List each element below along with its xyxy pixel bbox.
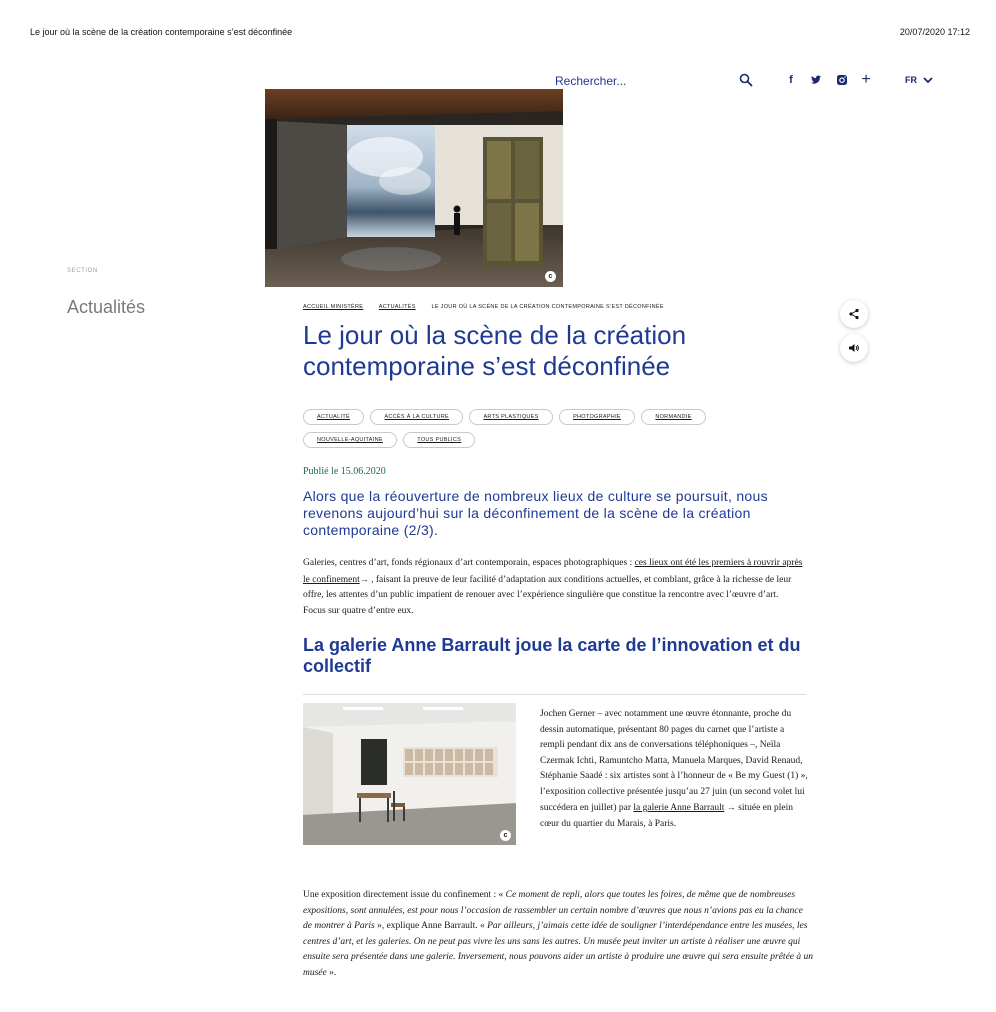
divider — [303, 694, 806, 695]
tag-actualite[interactable]: ACTUALITÉ — [303, 409, 364, 425]
gallery-text-end: située en plein cœur du quartier du Marais, à Paris. — [540, 803, 794, 829]
quote-attribution: », explique Anne Barrault. « — [374, 921, 488, 931]
language-selector[interactable]: FR — [905, 75, 917, 85]
share-button[interactable] — [840, 300, 868, 328]
quote-text-1: Ce moment de repli, alors que toutes les foires, de même que de nombreuses expositions, sont annulées, est pour nous l’occasion de rassembler un certain nombre d’œuvres que nous n’avions pas eu la chance de montrer à Paris — [303, 890, 803, 931]
print-page-title: Le jour où la scène de la création contemporaine s’est déconfinée — [30, 27, 293, 37]
gallery-anne-barrault-link[interactable]: la galerie Anne Barrault — [633, 803, 725, 813]
speaker-icon — [848, 342, 860, 354]
breadcrumb-current: LE JOUR OÙ LA SCÈNE DE LA CRÉATION CONTEMPORAINE S’EST DÉCONFINÉE — [431, 304, 664, 310]
tag-photographie[interactable]: PHOTOGRAPHIE — [559, 409, 635, 425]
intro-text-end: , faisant la preuve de leur facilité d’adaptation aux conditions actuelles, et comblant, grâce à la richesse de leur offre, les attentes d’un public impatient de renouer avec l’expérience singulière que constitue la rencontre avec l’œuvre d’art. Focus sur quatre d’entre eux. — [303, 574, 792, 616]
intro-paragraph — [303, 556, 803, 619]
hero-image — [265, 89, 563, 287]
copyright-badge[interactable]: c — [545, 271, 556, 282]
quote-text-2: Par ailleurs, j’aimais cette idée de souligner l’interdépendance entre les musées, les centres d’art, et les galeries. On ne peut pas vivre les uns sans les autres. Un musée peut inviter un artiste à réaliser une œuvre qui ensuite sera présentée dans une galerie. Inversement, nous pouvons aider un artiste à produire une œuvre qui sera ensuite prêtée à un musée — [303, 921, 814, 978]
tag-list — [303, 405, 803, 451]
top-bar — [0, 73, 996, 89]
quote-intro: Une exposition directement issue du confinement : « — [303, 890, 506, 900]
print-datetime: 20/07/2020 17:12 — [899, 27, 970, 37]
tag-normandie[interactable]: NORMANDIE — [641, 409, 705, 425]
gallery-image-illustration — [303, 703, 516, 845]
breadcrumb-item-home[interactable]: ACCUEIL MINISTÈRE — [303, 304, 364, 310]
tag-arts-plastiques[interactable]: ARTS PLASTIQUES — [469, 409, 552, 425]
section-heading: La galerie Anne Barrault joue la carte de l’innovation et du collectif — [303, 635, 801, 676]
article-title: Le jour où la scène de la création contemporaine s’est déconfinée — [303, 320, 687, 381]
search-icon[interactable] — [739, 73, 753, 87]
plus-icon[interactable]: + — [861, 71, 871, 88]
arrow-right-icon: → — [726, 802, 736, 812]
tag-nouvelle-aquitaine[interactable]: NOUVELLE-AQUITAINE — [303, 432, 397, 448]
print-header — [30, 27, 970, 37]
gallery-paragraph — [540, 707, 808, 832]
twitter-icon[interactable] — [810, 74, 822, 86]
copyright-badge[interactable]: c — [500, 830, 511, 841]
search-input[interactable]: Rechercher... — [555, 74, 627, 88]
article-lead: Alors que la réouverture de nombreux lieux de culture se poursuit, nous revenons aujourd’hui sur la déconfinement de la scène de la création contemporaine (2/3). — [303, 488, 768, 538]
facebook-icon[interactable]: f — [789, 74, 793, 86]
arrow-right-icon: → — [359, 573, 369, 584]
intro-link[interactable]: ces lieux ont été les premiers à rouvrir après le confinement — [303, 558, 803, 585]
intro-text-start: Galeries, centres d’art, fonds régionaux d’art contemporain, espaces photographiques : — [303, 558, 635, 568]
breadcrumb-item-actualites[interactable]: ACTUALITÉS — [378, 304, 416, 310]
quote-paragraph — [303, 888, 813, 981]
tag-acces-culture[interactable]: ACCÈS À LA CULTURE — [370, 409, 463, 425]
breadcrumb — [303, 304, 664, 310]
hero-image-illustration — [265, 89, 563, 287]
listen-button[interactable] — [840, 334, 868, 362]
gallery-text-start: Jochen Gerner – avec notamment une œuvre étonnante, proche du dessin automatique, présentant 80 pages du carnet que l’artiste a rempli pendant dix ans de conversations téléphoniques –, Neïla Czermak Ichti, Ramuntcho Matta, Manuela Marques, David Renaud, Stéphanie Saadé : six artistes sont à l’honneur de « Be my Guest (1) », l’exposition collective présentée jusqu’au 27 juin (un second volet lui succédera en juillet) par — [540, 709, 808, 813]
gallery-image — [303, 703, 516, 845]
instagram-icon[interactable] — [836, 74, 848, 86]
chevron-down-icon[interactable] — [922, 74, 934, 86]
quote-end: ». — [326, 967, 337, 978]
section-label: SECTION — [67, 268, 98, 274]
share-icon — [848, 308, 860, 320]
published-date: Publié le 15.06.2020 — [303, 466, 386, 477]
tag-tous-publics[interactable]: TOUS PUBLICS — [403, 432, 475, 448]
section-title: Actualités — [67, 297, 146, 317]
